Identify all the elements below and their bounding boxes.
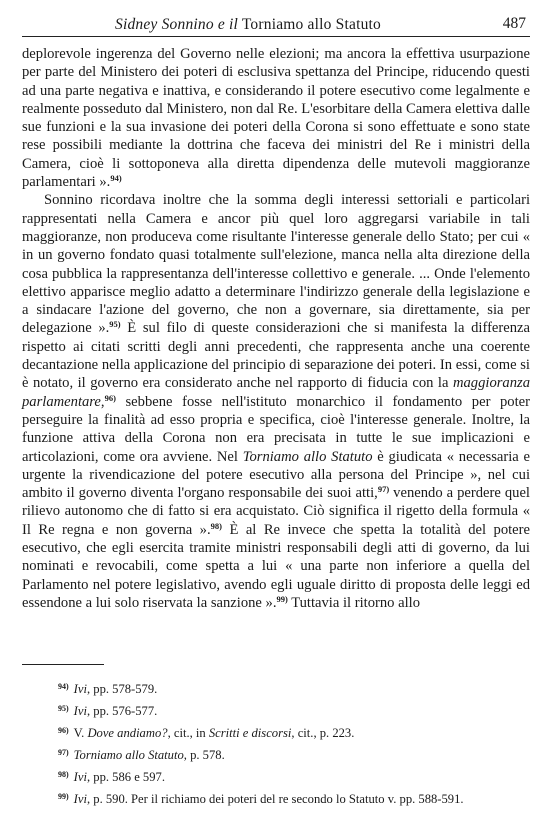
footnote-number: 94): [58, 682, 69, 691]
running-header: [22, 10, 530, 37]
footnote-text: , pp. 586 e 597.: [86, 770, 165, 784]
footnotes: [22, 678, 530, 808]
paragraph-text: deplorevole ingerenza del Governo nelle elezioni; ma ancora la effettiva usurpazione per parte del Ministero dei poteri di esclusiva spettanza del Principe, riducendo questi ad una parte negativa e inattiva, e considerando il potere esecutivo come legalmente e realmente posseduto dal Ministero, non dal Re. L'esorbitare della Camera elettiva dalle sue funzioni e la sua invasione dei poteri della Corona si sono effettuate e sono state rese possibili mediante la dottrina che faceva dei ministri del Re i ministri della Camera, cioè li sottoponeva alla diretta dipendenza delle mutevoli maggioranze parlamentari ».: [22, 46, 530, 191]
running-title: [22, 16, 474, 34]
footnote-number: 96): [58, 726, 69, 735]
paragraph-text: sebbene fosse nell'istituto monarchico il fondamento per poter perseguire la finalità ad esso propria e specifica, cioè l'interesse generale. Inoltre, la funzione attiva della Corona non era precisata in tutte le sue implicazioni e articolazioni, come ora avviene. Nel: [22, 393, 530, 465]
paragraph-text: È sul filo di queste considerazioni che si manifesta la differenza rispetto ai citati scritti degli anni precedenti, che rappresenta anche una coerente decantazione nella applicazione del principio di separazione dei poteri. In essi, come si è notato, il governo era considerato anche nel rapporto di fiducia con la: [22, 320, 530, 392]
footnote-98: [22, 766, 530, 788]
footnote-text: , p. 578.: [183, 748, 225, 762]
footnote-text: , pp. 578-579.: [86, 682, 158, 696]
footnote-italic: Dove andiamo?: [87, 726, 168, 740]
footnote-text: V.: [73, 726, 88, 740]
footnote-94: [22, 678, 530, 700]
footnote-ref: 94): [110, 173, 122, 184]
footnote-number: 99): [58, 792, 69, 801]
paragraph-text: è giudicata « necessaria e urgente la rivendicazione del potere esecutivo alla persona del Principe », nel cui ambito il governo diventa l'organo responsabile dei suoi atti,: [22, 448, 530, 502]
footnote-95: [22, 700, 530, 722]
paragraph-1: [22, 45, 530, 191]
footnote-96: [22, 722, 530, 744]
footnote-ref: 98): [210, 520, 222, 531]
footnote-text: , cit., in: [167, 726, 209, 740]
paragraph-text: Tuttavia il ritorno allo: [287, 594, 420, 611]
paragraph-2: [22, 191, 530, 612]
footnote-italic: Ivi: [73, 682, 87, 696]
page-number: 487: [502, 15, 526, 32]
footnote-text: , p. 590. Per il richiamo dei poteri del re secondo lo Statuto v. pp. 588-591.: [86, 792, 464, 806]
footnote-ref: 95): [109, 319, 121, 330]
footnote-separator: [22, 664, 104, 665]
footnote-ref: 97): [377, 484, 390, 495]
running-title-italic: Sidney Sonnino e il: [115, 16, 239, 33]
italic-phrase: maggioranza parlamentare: [22, 375, 530, 410]
footnote-italic: Torniamo allo Statuto: [73, 748, 184, 762]
footnote-italic: Scritti e discorsi: [208, 726, 292, 740]
footnote-number: 97): [58, 748, 69, 757]
footnote-97: [22, 744, 530, 766]
footnote-number: 95): [58, 704, 69, 713]
footnote-italic: Ivi: [73, 704, 87, 718]
footnote-ref: 96): [104, 392, 116, 403]
paragraph-text: È al Re invece che spetta la totalità del potere esecutivo, che egli esercita tramite ministri responsabili degli atti di governo, da lui nominati e revocabili, come spetta a lui « una parte non inferiore a quella del Parlamento nel potere legislativo, avendo egli uguale diritto di proposta delle leggi ed essendone a lui solo riservata la sanzione ».: [22, 521, 530, 611]
paragraph-text: ,: [100, 393, 105, 410]
footnote-99: [22, 790, 530, 808]
footnote-number: 98): [58, 770, 69, 779]
footnote-text: , pp. 576-577.: [86, 704, 158, 718]
italic-title: Torniamo allo Statuto: [242, 448, 373, 465]
footnote-text: , cit., p. 223.: [291, 726, 355, 740]
running-title-rest: Torniamo allo Statuto: [241, 16, 381, 33]
footnote-italic: Ivi: [73, 792, 87, 806]
paragraph-text: Sonnino ricordava inoltre che la somma degli interessi settoriali e particolari rappresentati nella Camera e ancor più quel loro aggregarsi variabile in tali maggioranze, non produceva come risultante l'interesse generale dello Stato; per cui « in un governo fondato quasi totalmente sull'elezione, manca nella alta direzione della cosa pubblica la rappresentanza dell'interesse collettivo e generale. ... Onde l'elemento elettivo apparisce meglio adatto a determinare l'indirizzo generale della legislazione e a sindacare l'azione del governo, che non a governare, sia direttamente, sia per delegazione ».: [22, 192, 530, 337]
paragraph-text: venendo a perdere quel rilievo autonomo che di fatto si era acquistato. Ciò significa il rigetto della formula « Il Re regna e non governa ».: [22, 485, 530, 538]
footnote-italic: Ivi: [73, 770, 87, 784]
body-text: [22, 45, 530, 612]
footnote-ref: 99): [276, 593, 288, 604]
